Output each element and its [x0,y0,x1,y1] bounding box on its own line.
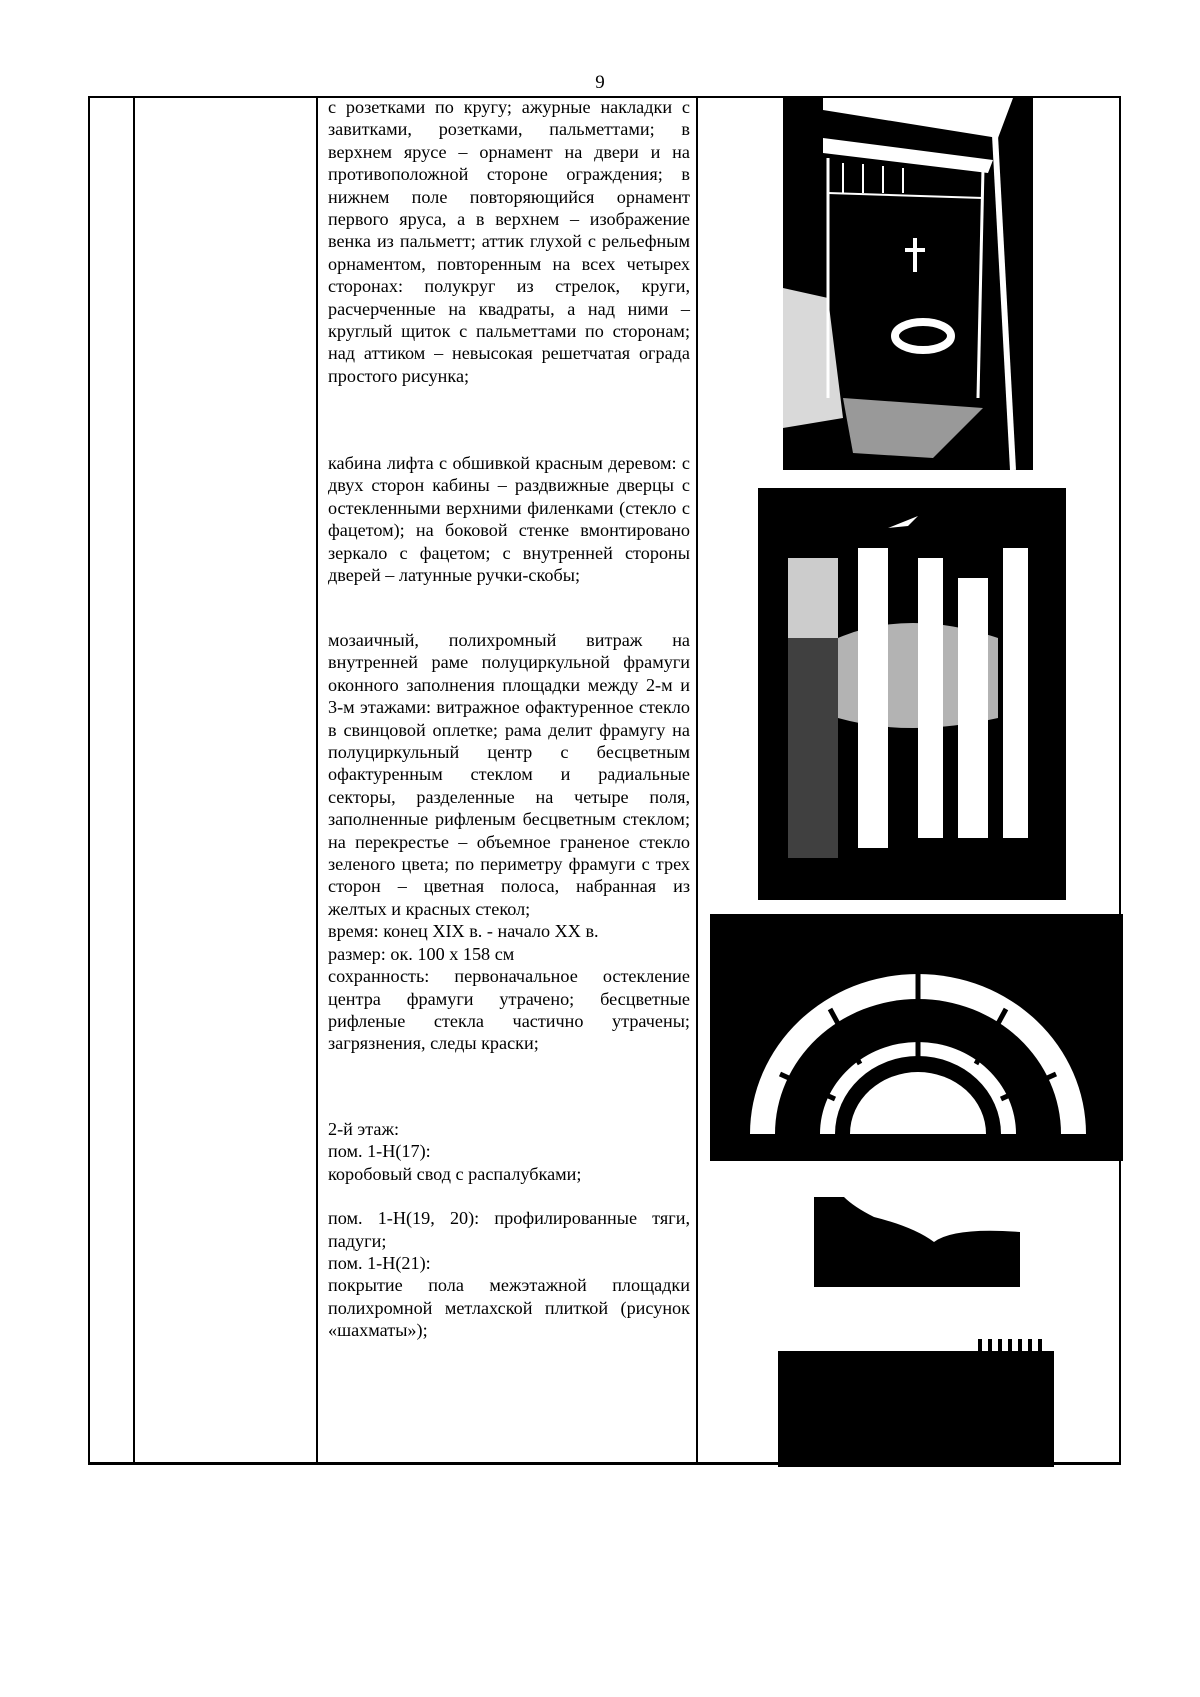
text-elevator-ornament: с розетками по кругу; ажурные накладки с завитками, розетками, пальметтами; в верхнем ярусе – орнамент на двери и на противоположной стороне ограждения; в нижнем поле повторяющийся орнамент первого яруса, а в верхнем – изображение венка из пальметт; аттик глухой с рельефным орнаментом, повторенным на всех четырех сторонах: полукруг из стрелок, круги, расчерченные на квадраты, а над ними – круглый щиток с пальметтами по сторонам; над аттиком – невысокая решетчатая ограда простого рисунка; [328,97,690,386]
text-size: размер: ок. 100 х 158 см [328,943,515,964]
photo-elevator-cabin [758,488,1066,900]
text-room-21: пом. 1-Н(21): [328,1253,431,1274]
table-col-border [696,96,698,1465]
page-number: 9 [595,72,605,93]
text-elevator-cabin: кабина лифта с обшивкой красным деревом: с двух сторон кабины – раздвижные дверцы с остекленными верхними филенками (стекло с фацетом); на боковой стенке вмонтировано зеркало с фацетом; с внутренней стороны дверей – латунные ручки-скобы; [328,453,690,586]
text-stained-glass: мозаичный, полихромный витраж на внутренней раме полуциркульной фрамуги оконного заполнения площадки между 2-м и 3-м этажами: витражное офактуренное стекло в свинцовой оплетке; рама делит фрамугу на полуциркульный центр с бесцветным офактуренным стеклом и радиальные секторы, разделенные на четыре поля, заполненные рифленым бесцветным стеклом; на перекрестье – объемное граненое стекло зеленого цвета; по периметру фрамуги с трех сторон – цветная полоса, набранная из желтых и красных стекол; [328,630,690,919]
photo-stained-glass-transom [710,914,1123,1161]
table-col-border [316,96,318,1465]
text-condition: сохранность: первоначальное остекление центра фрамуги утрачено; бесцветные рифленые стекла частично утрачены; загрязнения, следы краски; [328,966,690,1054]
text-room-17: пом. 1-Н(17): [328,1141,431,1162]
photo-vault [814,1197,1020,1287]
photo-floor [778,1337,1054,1467]
text-floor: 2-й этаж: [328,1119,400,1139]
text-room-19-20: пом. 1-Н(19, 20): профилированные тяги, падуги; [328,1208,690,1251]
text-room-21-desc: покрытие пола межэтажной площадки полихромной метлахской плиткой (рисунок «шахматы»); [328,1275,690,1341]
table-col-border [88,96,90,1465]
photo-elevator-enclosure [783,98,1033,470]
text-time: время: конец XIX в. - начало XX в. [328,921,599,942]
table-col-border [133,96,135,1465]
text-room-17-desc: коробовый свод с распалубками; [328,1163,582,1184]
table-col-border [1119,96,1121,1465]
